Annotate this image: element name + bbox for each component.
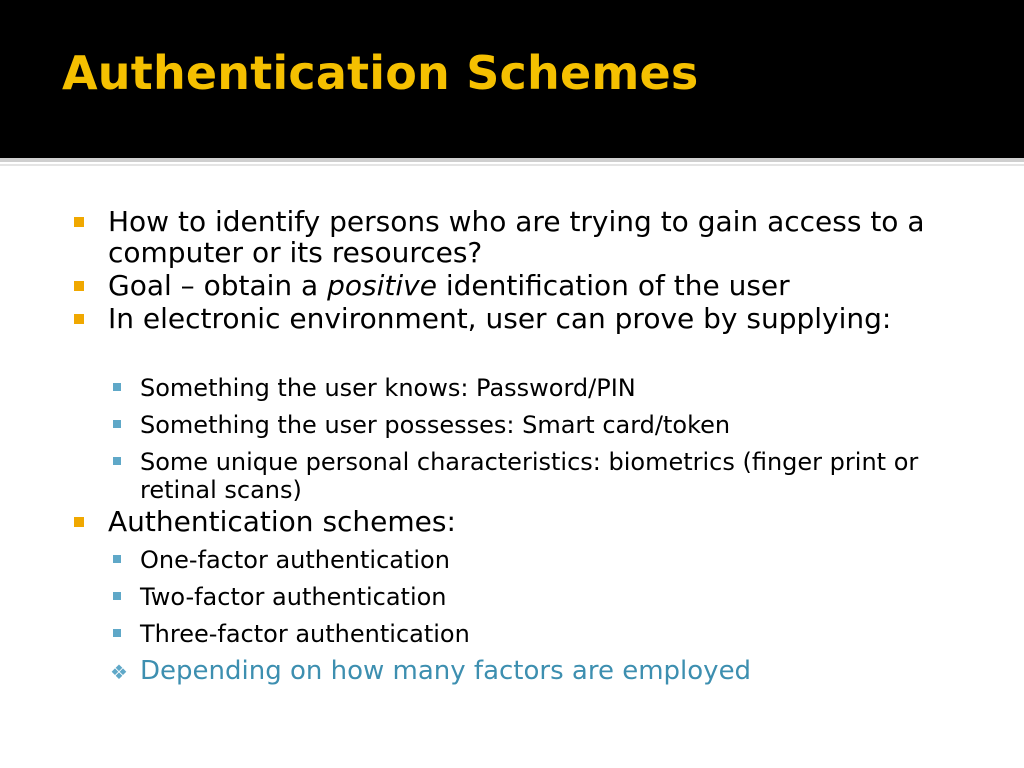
bullet-goal-pre: Goal – obtain a: [108, 269, 328, 302]
bullet-square-icon: [74, 217, 84, 227]
bullet-square-icon: [74, 314, 84, 324]
sub-bullet-two-factor: Two-factor authentication: [140, 583, 447, 611]
sub-bullet-square-icon: [113, 420, 121, 428]
bullet-authentication-schemes: Authentication schemes:: [108, 505, 456, 538]
bullet-identify-persons: How to identify persons who are trying to gain access to a computer or its resources?: [108, 205, 925, 269]
diamond-bullet-icon: ❖: [110, 660, 128, 684]
bullet-square-icon: [74, 281, 84, 291]
sub-bullet-one-factor: One-factor authentication: [140, 546, 450, 574]
note-factors-employed: Depending on how many factors are employed: [140, 656, 752, 686]
bullet-goal-emphasis: positive: [327, 269, 437, 302]
bullet-electronic-environment: In electronic environment, user can prove by supplying:: [108, 302, 892, 335]
slide-title: Authentication Schemes: [62, 46, 699, 100]
sub-bullet-square-icon: [113, 457, 121, 465]
sub-bullet-knows: Something the user knows: Password/PIN: [140, 374, 636, 402]
bullet-goal-post: identification of the user: [436, 269, 790, 302]
sub-bullet-square-icon: [113, 383, 121, 391]
sub-bullet-square-icon: [113, 555, 121, 563]
sub-bullet-square-icon: [113, 592, 121, 600]
sub-bullet-characteristics: Some unique personal characteristics: biometrics (finger print or retinal scans): [140, 448, 919, 504]
bullet-square-icon: [74, 517, 84, 527]
sub-bullet-square-icon: [113, 629, 121, 637]
bullet-goal: [108, 270, 968, 301]
sub-bullet-three-factor: Three-factor authentication: [140, 620, 470, 648]
sub-bullet-possesses: Something the user possesses: Smart card/token: [140, 411, 731, 439]
